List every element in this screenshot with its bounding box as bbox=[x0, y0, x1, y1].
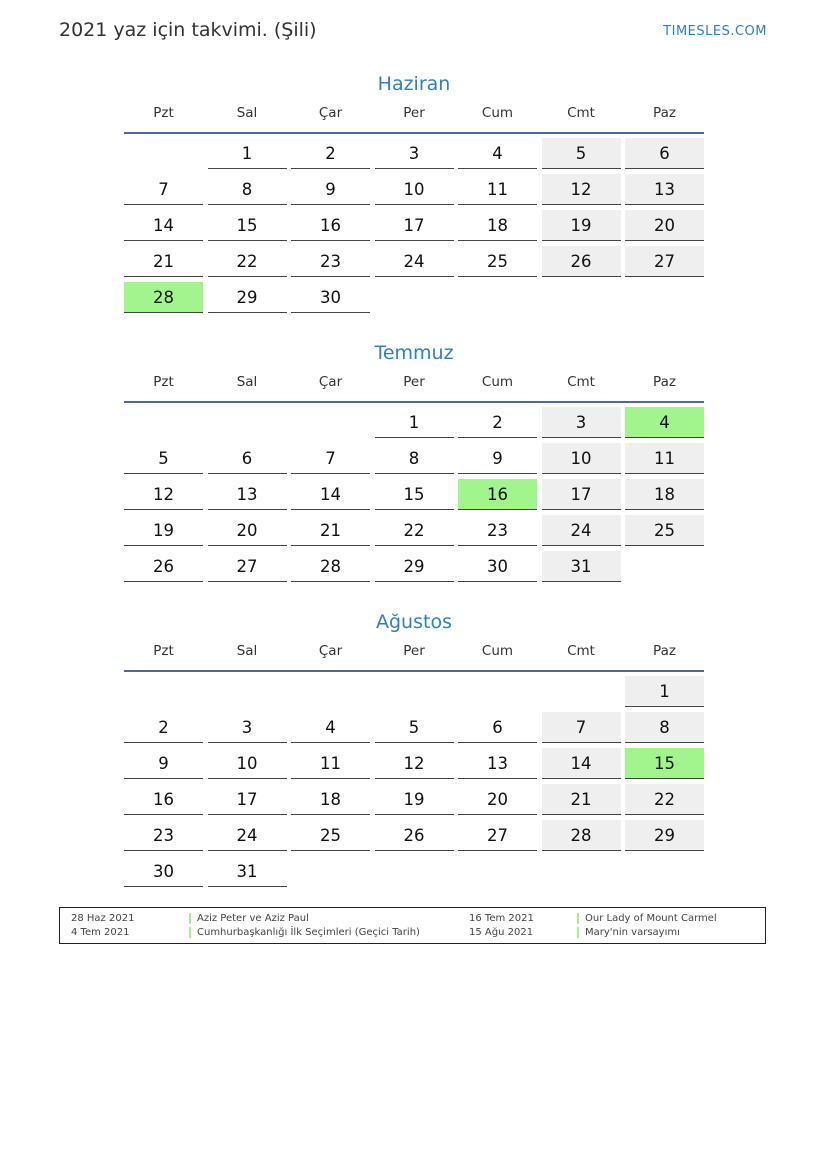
legend-holiday-name: Mary'nin varsayımı bbox=[577, 927, 680, 938]
month-block bbox=[124, 70, 704, 318]
page-title: 2021 yaz için takvimi. (Şili) bbox=[59, 19, 317, 41]
weekday-header bbox=[124, 367, 704, 403]
day-cell[interactable]: 18 bbox=[458, 210, 537, 241]
weekend-day-cell[interactable]: 26 bbox=[542, 246, 621, 277]
day-cell[interactable]: 21 bbox=[291, 515, 370, 546]
day-cell[interactable]: 7 bbox=[124, 174, 203, 205]
empty-day-cell bbox=[208, 407, 287, 438]
day-cell[interactable]: 9 bbox=[124, 748, 203, 779]
empty-day-cell bbox=[375, 282, 454, 313]
weekday-label: Paz bbox=[653, 374, 676, 390]
week-row bbox=[124, 712, 704, 744]
weekend-day-cell[interactable]: 5 bbox=[542, 138, 621, 169]
legend-date: 16 Tem 2021 bbox=[469, 913, 534, 924]
week-row bbox=[124, 479, 704, 511]
day-cell[interactable]: 8 bbox=[208, 174, 287, 205]
day-cell[interactable]: 9 bbox=[291, 174, 370, 205]
month-title: Haziran bbox=[377, 73, 451, 95]
week-row bbox=[124, 676, 704, 708]
weekend-day-cell[interactable]: 18 bbox=[625, 479, 704, 510]
empty-day-cell bbox=[625, 282, 704, 313]
legend-holiday-name: Aziz Peter ve Aziz Paul bbox=[189, 913, 309, 924]
day-cell[interactable]: 13 bbox=[458, 748, 537, 779]
week-row bbox=[124, 282, 704, 314]
weekday-label: Pzt bbox=[153, 105, 174, 121]
weekday-label: Cmt bbox=[567, 105, 595, 121]
weekend-day-cell[interactable]: 17 bbox=[542, 479, 621, 510]
day-cell[interactable]: 25 bbox=[291, 820, 370, 851]
empty-day-cell bbox=[124, 676, 203, 707]
day-cell[interactable]: 22 bbox=[208, 246, 287, 277]
weekend-day-cell[interactable]: 25 bbox=[625, 515, 704, 546]
weekend-day-cell[interactable]: 13 bbox=[625, 174, 704, 205]
weekday-label: Per bbox=[403, 374, 425, 390]
empty-day-cell bbox=[542, 282, 621, 313]
weekday-label: Paz bbox=[653, 105, 676, 121]
weekday-label: Pzt bbox=[153, 374, 174, 390]
weekend-day-cell[interactable]: 22 bbox=[625, 784, 704, 815]
day-cell[interactable]: 5 bbox=[124, 443, 203, 474]
day-cell[interactable]: 15 bbox=[375, 479, 454, 510]
day-cell[interactable]: 26 bbox=[375, 820, 454, 851]
legend-holiday-name: Cumhurbaşkanlığı İlk Seçimleri (Geçici Tarih) bbox=[189, 927, 420, 938]
day-cell[interactable]: 29 bbox=[375, 551, 454, 582]
weekend-day-cell[interactable]: 21 bbox=[542, 784, 621, 815]
weekend-day-cell[interactable]: 24 bbox=[542, 515, 621, 546]
weekday-label: Cum bbox=[481, 105, 514, 121]
weekend-day-cell[interactable]: 10 bbox=[542, 443, 621, 474]
week-row bbox=[124, 407, 704, 439]
month-title: Ağustos bbox=[376, 611, 452, 633]
week-row bbox=[124, 210, 704, 242]
day-cell[interactable]: 5 bbox=[375, 712, 454, 743]
empty-day-cell bbox=[124, 407, 203, 438]
weekday-label: Cum bbox=[481, 374, 514, 390]
holiday-day-cell[interactable]: 28 bbox=[124, 282, 203, 313]
empty-day-cell bbox=[625, 551, 704, 582]
day-cell[interactable]: 24 bbox=[208, 820, 287, 851]
day-cell[interactable]: 9 bbox=[458, 443, 537, 474]
weekday-label: Per bbox=[403, 643, 425, 659]
weekend-day-cell[interactable]: 19 bbox=[542, 210, 621, 241]
day-cell[interactable]: 30 bbox=[124, 856, 203, 887]
day-cell[interactable]: 16 bbox=[291, 210, 370, 241]
day-cell[interactable]: 30 bbox=[458, 551, 537, 582]
legend-date: 15 Ağu 2021 bbox=[469, 927, 534, 938]
weekend-day-cell[interactable]: 8 bbox=[625, 712, 704, 743]
week-row bbox=[124, 246, 704, 278]
empty-day-cell bbox=[458, 856, 537, 887]
weekend-day-cell[interactable]: 29 bbox=[625, 820, 704, 851]
weekend-day-cell[interactable]: 27 bbox=[625, 246, 704, 277]
day-cell[interactable]: 30 bbox=[291, 282, 370, 313]
empty-day-cell bbox=[542, 856, 621, 887]
weekday-label: Cum bbox=[481, 643, 514, 659]
weekend-day-cell[interactable]: 12 bbox=[542, 174, 621, 205]
day-cell[interactable]: 18 bbox=[291, 784, 370, 815]
weekday-label: Çar bbox=[318, 374, 343, 390]
holiday-legend bbox=[59, 907, 766, 944]
day-cell[interactable]: 7 bbox=[291, 443, 370, 474]
holiday-day-cell[interactable]: 4 bbox=[625, 407, 704, 438]
week-row bbox=[124, 784, 704, 816]
day-cell[interactable]: 23 bbox=[458, 515, 537, 546]
weekend-day-cell[interactable]: 6 bbox=[625, 138, 704, 169]
weekday-label: Sal bbox=[236, 105, 258, 121]
day-cell[interactable]: 12 bbox=[124, 479, 203, 510]
day-cell[interactable]: 23 bbox=[124, 820, 203, 851]
day-cell[interactable]: 27 bbox=[208, 551, 287, 582]
day-cell[interactable]: 12 bbox=[375, 748, 454, 779]
day-cell[interactable]: 15 bbox=[208, 210, 287, 241]
week-row bbox=[124, 856, 704, 888]
weekday-label: Paz bbox=[653, 643, 676, 659]
weekend-day-cell[interactable]: 11 bbox=[625, 443, 704, 474]
day-cell[interactable]: 22 bbox=[375, 515, 454, 546]
month-title: Temmuz bbox=[374, 342, 454, 364]
empty-day-cell bbox=[291, 407, 370, 438]
day-cell[interactable]: 8 bbox=[375, 443, 454, 474]
weekend-day-cell[interactable]: 20 bbox=[625, 210, 704, 241]
legend-date: 28 Haz 2021 bbox=[71, 913, 135, 924]
weekday-label: Sal bbox=[236, 374, 258, 390]
empty-day-cell bbox=[124, 138, 203, 169]
legend-date: 4 Tem 2021 bbox=[71, 927, 130, 938]
weekend-day-cell[interactable]: 14 bbox=[542, 748, 621, 779]
day-cell[interactable]: 3 bbox=[208, 712, 287, 743]
empty-day-cell bbox=[625, 856, 704, 887]
day-cell[interactable]: 21 bbox=[124, 246, 203, 277]
day-cell[interactable]: 31 bbox=[208, 856, 287, 887]
brand-link[interactable]: TIMESLES.COM bbox=[663, 24, 767, 39]
weekend-day-cell[interactable]: 7 bbox=[542, 712, 621, 743]
empty-day-cell bbox=[291, 676, 370, 707]
day-cell[interactable]: 26 bbox=[124, 551, 203, 582]
day-cell[interactable]: 24 bbox=[375, 246, 454, 277]
day-cell[interactable]: 28 bbox=[291, 551, 370, 582]
day-cell[interactable]: 13 bbox=[208, 479, 287, 510]
day-cell[interactable]: 27 bbox=[458, 820, 537, 851]
day-cell[interactable]: 14 bbox=[291, 479, 370, 510]
day-cell[interactable]: 10 bbox=[375, 174, 454, 205]
weekday-label: Sal bbox=[236, 643, 258, 659]
weekday-header bbox=[124, 98, 704, 134]
empty-day-cell bbox=[291, 856, 370, 887]
day-cell[interactable]: 17 bbox=[208, 784, 287, 815]
day-cell[interactable]: 20 bbox=[458, 784, 537, 815]
day-cell[interactable]: 17 bbox=[375, 210, 454, 241]
weekday-label: Per bbox=[403, 105, 425, 121]
week-row bbox=[124, 138, 704, 170]
day-cell[interactable]: 3 bbox=[375, 138, 454, 169]
weekday-label: Cmt bbox=[567, 643, 595, 659]
day-cell[interactable]: 2 bbox=[458, 407, 537, 438]
weekday-label: Cmt bbox=[567, 374, 595, 390]
weekday-header bbox=[124, 636, 704, 672]
legend-holiday-name: Our Lady of Mount Carmel bbox=[577, 913, 717, 924]
day-cell[interactable]: 4 bbox=[458, 138, 537, 169]
weekday-label: Çar bbox=[318, 643, 343, 659]
day-cell[interactable]: 19 bbox=[375, 784, 454, 815]
week-row bbox=[124, 820, 704, 852]
week-row bbox=[124, 515, 704, 547]
weekend-day-cell[interactable]: 31 bbox=[542, 551, 621, 582]
day-cell[interactable]: 6 bbox=[458, 712, 537, 743]
weekend-day-cell[interactable]: 1 bbox=[625, 676, 704, 707]
day-cell[interactable]: 23 bbox=[291, 246, 370, 277]
day-cell[interactable]: 2 bbox=[124, 712, 203, 743]
empty-day-cell bbox=[458, 282, 537, 313]
day-cell[interactable]: 29 bbox=[208, 282, 287, 313]
month-block bbox=[124, 339, 704, 587]
day-cell[interactable]: 2 bbox=[291, 138, 370, 169]
day-cell[interactable]: 10 bbox=[208, 748, 287, 779]
empty-day-cell bbox=[542, 676, 621, 707]
month-block bbox=[124, 608, 704, 892]
day-cell[interactable]: 20 bbox=[208, 515, 287, 546]
day-cell[interactable]: 19 bbox=[124, 515, 203, 546]
week-row bbox=[124, 174, 704, 206]
weekday-label: Pzt bbox=[153, 643, 174, 659]
day-cell[interactable]: 1 bbox=[375, 407, 454, 438]
week-row bbox=[124, 443, 704, 475]
day-cell[interactable]: 25 bbox=[458, 246, 537, 277]
weekend-day-cell[interactable]: 3 bbox=[542, 407, 621, 438]
week-row bbox=[124, 748, 704, 780]
day-cell[interactable]: 11 bbox=[291, 748, 370, 779]
holiday-day-cell[interactable]: 15 bbox=[625, 748, 704, 779]
day-cell[interactable]: 4 bbox=[291, 712, 370, 743]
holiday-day-cell[interactable]: 16 bbox=[458, 479, 537, 510]
day-cell[interactable]: 6 bbox=[208, 443, 287, 474]
empty-day-cell bbox=[208, 676, 287, 707]
weekday-label: Çar bbox=[318, 105, 343, 121]
week-row bbox=[124, 551, 704, 583]
day-cell[interactable]: 16 bbox=[124, 784, 203, 815]
empty-day-cell bbox=[375, 676, 454, 707]
empty-day-cell bbox=[375, 856, 454, 887]
weekend-day-cell[interactable]: 28 bbox=[542, 820, 621, 851]
day-cell[interactable]: 14 bbox=[124, 210, 203, 241]
empty-day-cell bbox=[458, 676, 537, 707]
day-cell[interactable]: 11 bbox=[458, 174, 537, 205]
day-cell[interactable]: 1 bbox=[208, 138, 287, 169]
